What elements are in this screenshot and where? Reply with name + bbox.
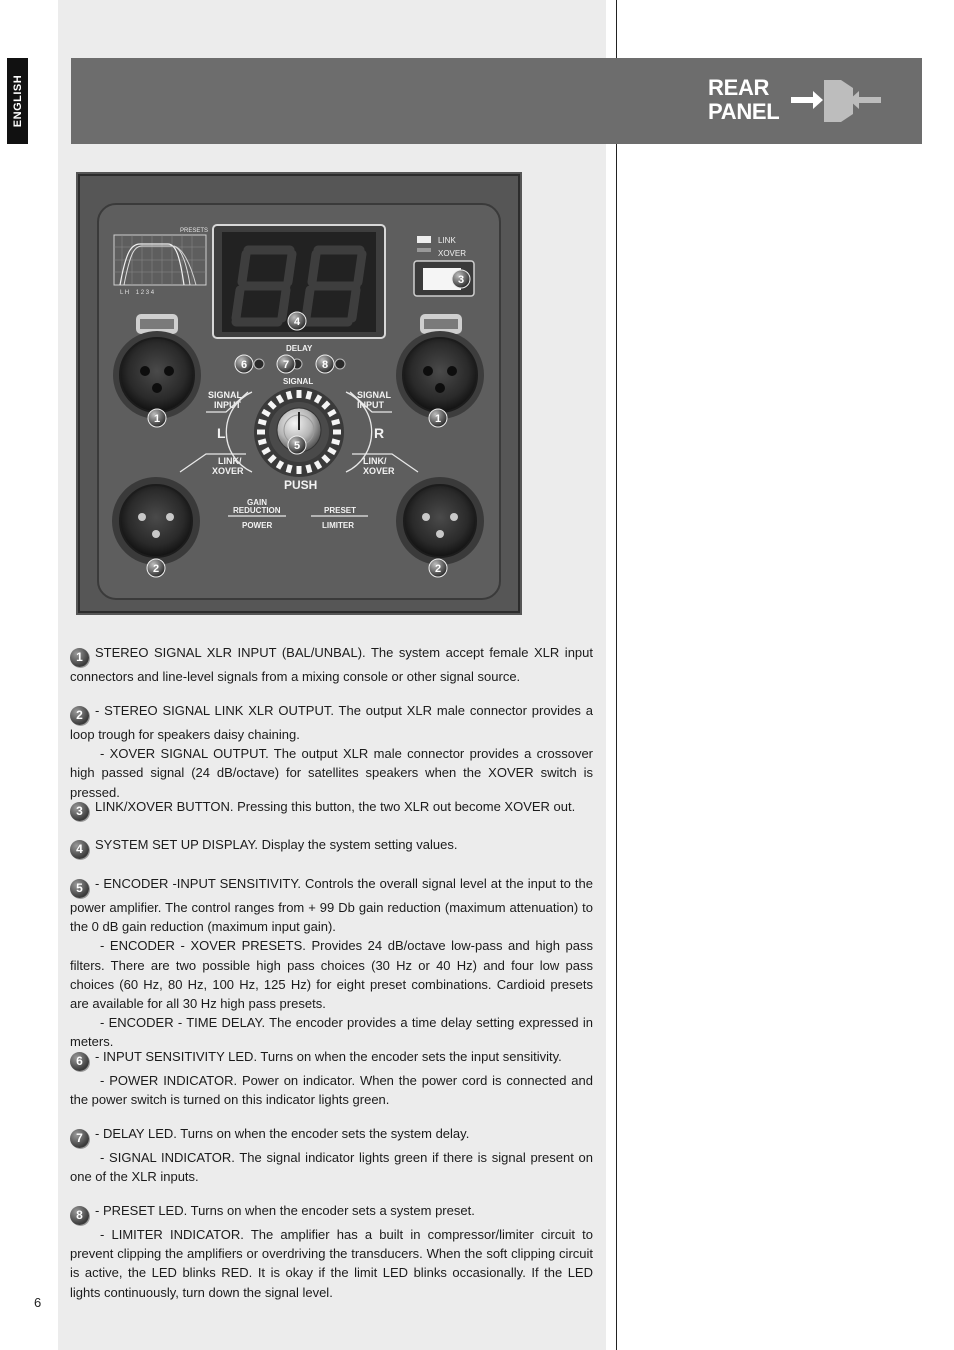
description-paragraph	[70, 874, 593, 936]
encoder-ring-segment	[328, 449, 335, 453]
encoder-ring-segment	[316, 461, 320, 468]
signal-input-right-line1: SIGNAL	[357, 390, 392, 400]
page-number: 6	[34, 1295, 42, 1310]
encoder-ring-segment	[278, 461, 282, 468]
description-item-4	[70, 835, 593, 859]
description-text: - STEREO SIGNAL LINK XLR OUTPUT. The output XLR male connector provides a loop trough for speakers daisy chaining.	[70, 703, 593, 742]
number-badge: 1	[70, 648, 89, 667]
description-text: - INPUT SENSITIVITY LED. Turns on when the encoder sets the input sensitivity.	[95, 1049, 562, 1064]
graph-axis-marks: L H 1 2 3 4	[120, 290, 155, 296]
callout-badge-8	[316, 355, 334, 373]
description-text: - POWER INDICATOR. Power on indicator. When the power cord is connected and the power switch is turned on this indicator lights green.	[70, 1073, 593, 1108]
description-text: - ENCODER - TIME DELAY. The encoder provides a time delay setting expressed in meters.	[70, 1015, 593, 1050]
description-item-7	[70, 1124, 593, 1186]
delay-label: DELAY	[286, 344, 313, 353]
description-text: - SIGNAL INDICATOR. The signal indicator lights green if there is signal present on one of the XLR inputs.	[70, 1150, 593, 1185]
svg-text:3: 3	[457, 274, 465, 286]
encoder-ring-segment	[278, 396, 282, 403]
language-tab	[7, 58, 28, 144]
callout-badge-3	[452, 270, 470, 288]
left-channel-label: L	[217, 425, 226, 441]
encoder-ring-segment	[332, 441, 340, 443]
number-badge: 6	[70, 1052, 89, 1071]
description-paragraph	[70, 1124, 593, 1148]
description-paragraph	[70, 1148, 593, 1186]
number-badge: 7	[70, 1129, 89, 1148]
encoder-ring-segment	[263, 449, 270, 453]
description-paragraph	[70, 1225, 593, 1302]
description-text: - ENCODER -INPUT SENSITIVITY. Controls the overall signal level at the input to the power amplifier. The control ranges from + 99 Db gain reduction (maximum attenuation) to the 0 dB gain reduction (maximum input gain).	[70, 876, 593, 935]
description-text: - DELAY LED. Turns on when the encoder sets the system delay.	[95, 1126, 470, 1141]
description-paragraph	[70, 1201, 593, 1225]
encoder-ring-segment	[258, 441, 266, 443]
push-label: PUSH	[284, 478, 318, 492]
section-header	[71, 58, 922, 144]
power-label: POWER	[242, 521, 273, 530]
right-output-xlr	[396, 477, 484, 565]
callout-badge-4	[288, 312, 306, 330]
svg-text:5: 5	[293, 440, 301, 452]
preset-label: PRESET	[324, 506, 357, 515]
gain-reduction-line1: GAIN	[247, 498, 267, 507]
signal-label: SIGNAL	[283, 377, 314, 386]
number-badge: 5	[70, 879, 89, 898]
encoder-ring-segment	[308, 391, 310, 399]
description-paragraph	[70, 701, 593, 744]
number-badge: 4	[70, 840, 89, 859]
svg-text:1: 1	[153, 413, 161, 425]
link-xover-right-line2: XOVER	[363, 466, 395, 476]
description-paragraph	[70, 1013, 593, 1051]
encoder-ring-segment	[288, 465, 290, 473]
svg-text:7: 7	[282, 359, 290, 371]
number-badge: 8	[70, 1206, 89, 1225]
callout-badge-1	[429, 409, 447, 427]
svg-text:8: 8	[321, 359, 329, 371]
link-xover-right-line1: LINK/	[363, 456, 387, 466]
link-xover-left-line1: LINK/	[218, 456, 242, 466]
description-paragraph	[70, 835, 593, 859]
presets-label: PRESETS	[180, 228, 209, 234]
encoder-ring-segment	[328, 411, 335, 415]
description-text: SYSTEM SET UP DISPLAY. Display the system setting values.	[95, 837, 458, 852]
description-paragraph	[70, 936, 593, 1013]
description-item-5	[70, 874, 593, 1052]
encoder-ring-segment	[316, 396, 320, 403]
callout-badge-5	[288, 436, 306, 454]
description-item-2	[70, 701, 593, 802]
language-label: ENGLISH	[11, 74, 24, 128]
svg-text:2: 2	[434, 563, 442, 575]
callout-badge-2	[147, 559, 165, 577]
column-divider	[616, 0, 617, 1350]
svg-text:1: 1	[434, 413, 442, 425]
right-channel-label: R	[374, 425, 385, 441]
description-paragraph	[70, 744, 593, 802]
description-text: STEREO SIGNAL XLR INPUT (BAL/UNBAL). The system accept female XLR input connectors and line-level signals from a mixing console or other signal source.	[70, 645, 593, 684]
encoder-ring-segment	[332, 421, 340, 423]
svg-text:6: 6	[240, 359, 248, 371]
left-output-xlr	[112, 477, 200, 565]
limiter-label: LIMITER	[322, 521, 354, 530]
xover-label: XOVER	[438, 249, 467, 258]
callout-badge-6	[235, 355, 253, 373]
description-text: - XOVER SIGNAL OUTPUT. The output XLR male connector provides a crossover high passed signal (24 dB/octave) for satellites speakers when the XOVER switch is pressed.	[70, 746, 593, 800]
description-text: - LIMITER INDICATOR. The amplifier has a built in compressor/limiter circuit to prevent clipping the amplifiers or overdriving the transducers. When the soft clipping circuit is active, the LED blinks RED. It is okay if the limit LED blinks occasionally. If the LED lights continuously, turn down the signal level.	[70, 1227, 593, 1300]
description-paragraph	[70, 1047, 593, 1071]
description-paragraph	[70, 1071, 593, 1109]
description-text: LINK/XOVER BUTTON. Pressing this button, the two XLR out become XOVER out.	[95, 799, 576, 814]
description-item-3	[70, 797, 593, 821]
description-item-1	[70, 643, 593, 686]
encoder-ring-segment	[308, 465, 310, 473]
section-title-line2: PANEL	[708, 99, 780, 124]
description-paragraph	[70, 797, 593, 821]
callout-badge-2	[429, 559, 447, 577]
callout-badge-7	[277, 355, 295, 373]
encoder-ring-segment	[288, 391, 290, 399]
section-title	[708, 76, 779, 124]
svg-text:4: 4	[293, 316, 301, 328]
description-paragraph	[70, 643, 593, 686]
description-item-8	[70, 1201, 593, 1302]
rear-panel-illustration	[76, 172, 522, 615]
link-label: LINK	[438, 236, 456, 245]
svg-text:2: 2	[152, 563, 160, 575]
section-title-line1: REAR	[708, 75, 770, 100]
rear-panel-arrows-icon	[791, 78, 883, 124]
signal-input-left-line2: INPUT	[214, 400, 241, 410]
description-text: - ENCODER - XOVER PRESETS. Provides 24 dB/octave low-pass and high pass filters. There are two possible high pass choices (30 Hz or 40 Hz) and four low pass choices (60 Hz, 80 Hz, 100 Hz, 125 Hz) for eight preset combinations. Cardioid presets are available for all 30 Hz high pass presets.	[70, 938, 593, 1012]
number-badge: 2	[70, 706, 89, 725]
signal-input-left-line1: SIGNAL	[208, 390, 243, 400]
number-badge: 3	[70, 802, 89, 821]
encoder-ring-segment	[258, 421, 266, 423]
description-text: - PRESET LED. Turns on when the encoder sets a system preset.	[95, 1203, 475, 1218]
description-item-6	[70, 1047, 593, 1109]
link-xover-left-line2: XOVER	[212, 466, 244, 476]
signal-input-right-line2: INPUT	[357, 400, 384, 410]
encoder-ring-segment	[263, 411, 270, 415]
encoder-knob	[254, 387, 344, 477]
gain-reduction-line2: REDUCTION	[233, 506, 281, 515]
callout-badge-1	[148, 409, 166, 427]
